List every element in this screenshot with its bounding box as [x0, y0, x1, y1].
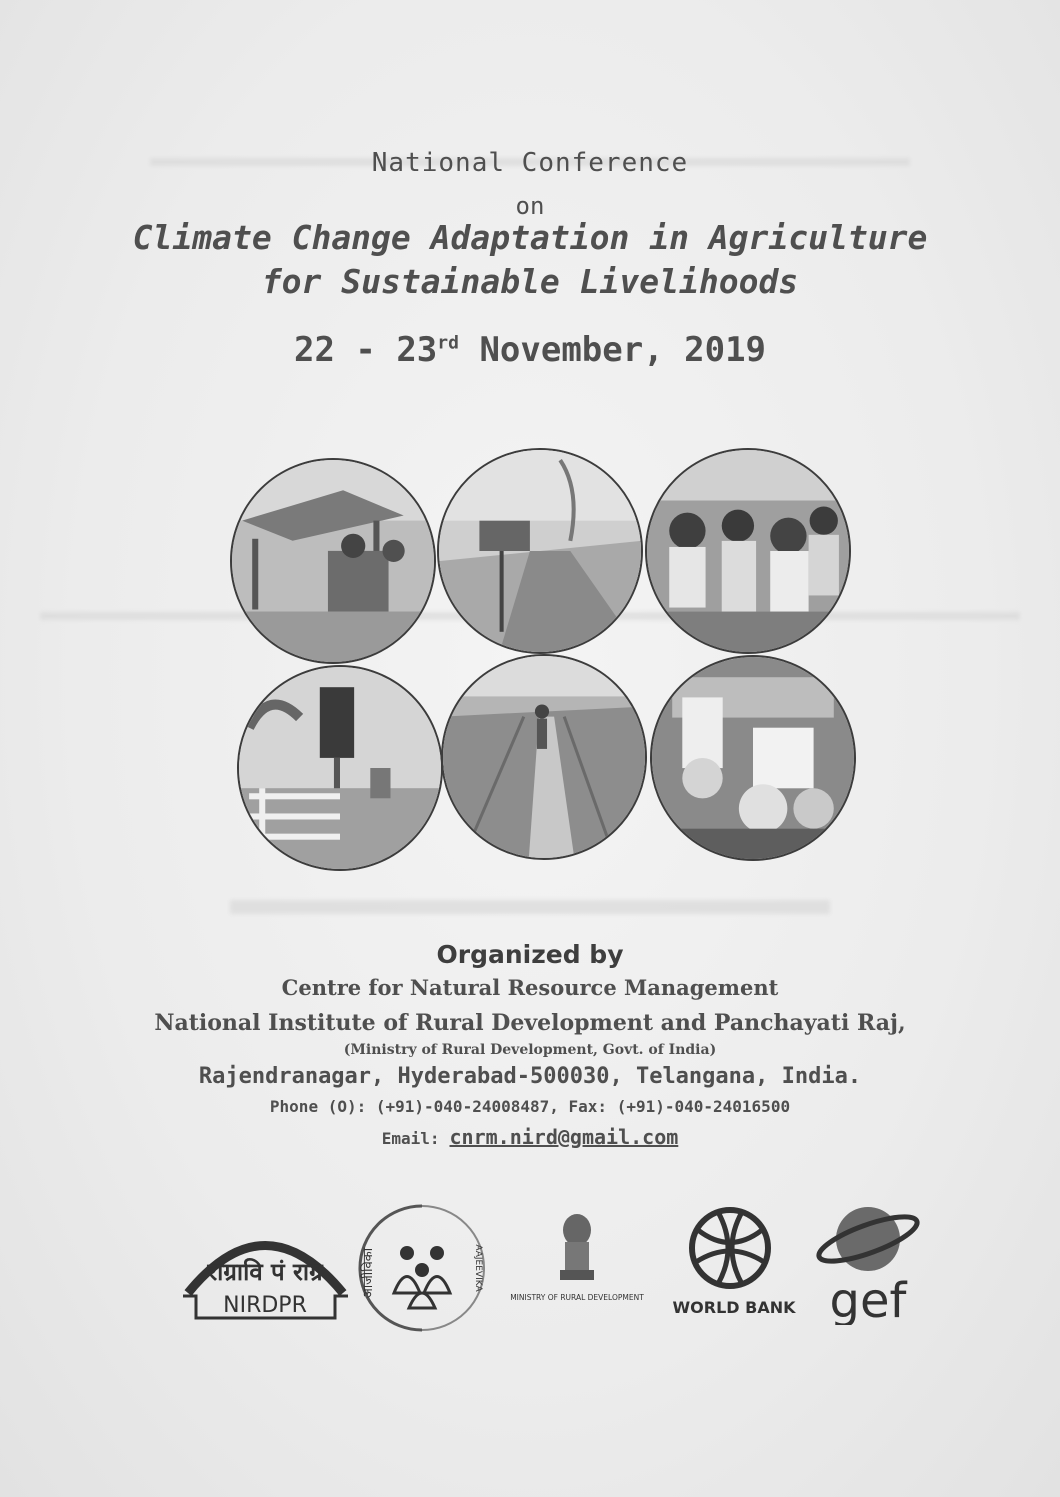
- organizer-ministry: (Ministry of Rural Development, Govt. of India): [343, 1042, 717, 1058]
- conference-label: National Conference: [371, 148, 689, 178]
- email-label: Email:: [381, 1129, 440, 1148]
- irrigation-canal-photo: [437, 448, 643, 654]
- organizer-centre: Centre for Natural Resource Management: [281, 975, 779, 1000]
- conference-title-line2: for Sustainable Livelihoods: [261, 262, 799, 301]
- farmers-meeting-photo: [645, 448, 851, 654]
- email-link[interactable]: cnrm.nird@gmail.com: [449, 1125, 679, 1149]
- aajeevika-logo: [352, 1198, 492, 1338]
- aajeevika-text: AAJEEVIKA: [473, 1244, 483, 1292]
- nirdpr-logo: [178, 1208, 353, 1328]
- organizer-address: Rajendranagar, Hyderabad-500030, Telangana, India.: [198, 1064, 862, 1089]
- crop-field-photo: [441, 654, 647, 860]
- date-suffix-sup: rd: [437, 332, 459, 354]
- weather-station-photo: [237, 665, 443, 871]
- gef-logo: [812, 1195, 924, 1325]
- field-shelter-photo: [230, 458, 436, 664]
- conference-title-line1: Climate Change Adaptation in Agriculture: [132, 218, 928, 257]
- date-days: 22 - 23: [293, 330, 438, 370]
- organized-by-heading: Organized by: [436, 940, 624, 969]
- nirdpr-text: NIRDPR: [223, 1293, 307, 1318]
- ministry-text: MINISTRY OF RURAL DEVELOPMENT: [510, 1293, 644, 1302]
- world-bank-text: WORLD BANK: [672, 1298, 796, 1317]
- bleed-through-line: [230, 900, 830, 914]
- world-bank-logo: [668, 1200, 798, 1320]
- gef-text: gef: [829, 1273, 907, 1325]
- ministry-emblem-logo: [510, 1208, 645, 1308]
- organizer-email-row: [0, 1125, 1060, 1149]
- organizer-institute: National Institute of Rural Development and Panchayati Raj,: [154, 1010, 906, 1036]
- group-session-photo: [650, 655, 856, 861]
- nirdpr-hindi-text: राग्रावि पं राग्र: [207, 1258, 323, 1286]
- organizer-phone: Phone (O): (+91)-040-24008487, Fax: (+91)-040-24016500: [269, 1097, 791, 1116]
- date-month-year: November, 2019: [458, 330, 767, 370]
- conference-on: on: [515, 192, 545, 220]
- aajeevika-hindi-text: आजीविका: [361, 1247, 376, 1299]
- conference-date: [0, 330, 1060, 370]
